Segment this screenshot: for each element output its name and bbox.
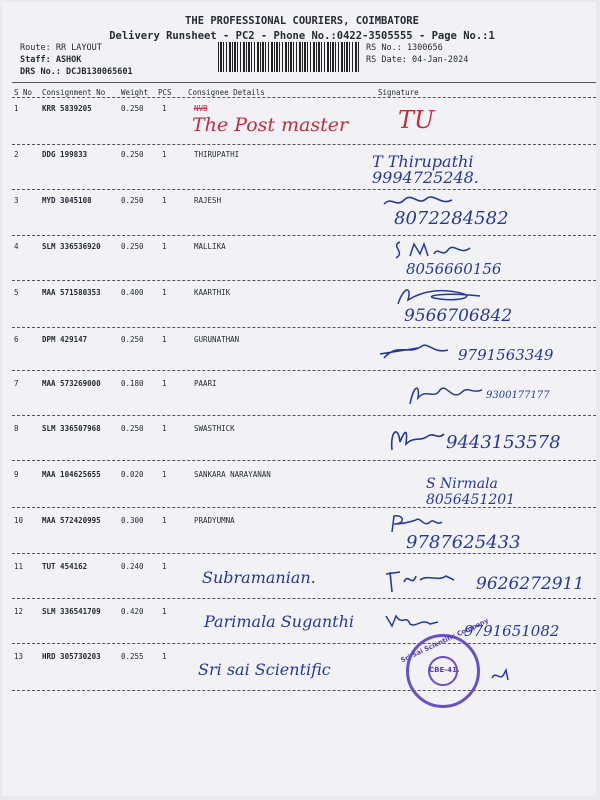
row-sno: 9 xyxy=(14,470,19,479)
row-sno: 2 xyxy=(14,150,19,159)
row-divider xyxy=(12,598,596,599)
handwritten-signature: 9787625433 xyxy=(406,532,521,553)
row-sno: 7 xyxy=(14,379,19,388)
row-weight: 0.250 xyxy=(121,104,144,113)
row-consignment: SLM 336536920 xyxy=(42,242,101,251)
row-consignee: RAJESH xyxy=(194,196,222,205)
col-sno: S No xyxy=(14,88,33,97)
row-consignment: MYD 3045108 xyxy=(42,196,92,205)
row-divider xyxy=(12,235,596,236)
runsheet-page xyxy=(2,2,596,796)
handwritten-consignee: Subramanian. xyxy=(202,568,316,587)
row-pcs: 1 xyxy=(162,288,167,297)
row-consignee: SANKARA NARAYANAN xyxy=(194,470,271,479)
row-consignee: THIRUPATHI xyxy=(194,150,240,159)
row-sno: 12 xyxy=(14,607,24,616)
row-pcs: 1 xyxy=(162,242,167,251)
row-pcs: 1 xyxy=(162,516,167,525)
row-consignee: PRADYUMNA xyxy=(194,516,235,525)
row-weight: 0.400 xyxy=(121,288,144,297)
row-pcs: 1 xyxy=(162,104,167,113)
row-divider xyxy=(12,370,596,371)
row-pcs: 1 xyxy=(162,652,167,661)
row-weight: 0.250 xyxy=(121,150,144,159)
col-signature: Signature xyxy=(378,88,419,97)
row-consignee: SWASTHICK xyxy=(194,424,235,433)
row-divider xyxy=(12,415,596,416)
drs-number: DRS No.: DCJB130065601 xyxy=(20,67,133,77)
row-weight: 0.250 xyxy=(121,424,144,433)
company-title: THE PROFESSIONAL COURIERS, COIMBATORE xyxy=(185,15,419,27)
col-pcs: PCS xyxy=(158,88,172,97)
row-divider xyxy=(12,507,596,508)
row-weight: 0.180 xyxy=(121,379,144,388)
signature-scribble xyxy=(488,666,518,684)
signature-scribble xyxy=(386,512,446,534)
row-sno: 11 xyxy=(14,562,24,571)
row-divider xyxy=(12,189,596,190)
barcode xyxy=(218,42,360,72)
row-pcs: 1 xyxy=(162,424,167,433)
handwritten-signature: 9791563349 xyxy=(458,346,554,364)
company-seal xyxy=(399,616,490,708)
rs-number: RS No.: 1300656 xyxy=(366,43,443,53)
row-consignment: SLM 336507968 xyxy=(42,424,101,433)
row-sno: 4 xyxy=(14,242,19,251)
row-consignment: MAA 104625655 xyxy=(42,470,101,479)
col-weight: Weight xyxy=(121,88,149,97)
seal-ring-text: Sri Sai Scientific Company xyxy=(399,616,490,665)
row-divider xyxy=(12,643,596,644)
seal-center-text: CBE-41. xyxy=(429,666,460,674)
handwritten-signature: TU xyxy=(398,106,435,134)
row-consignee: PAARI xyxy=(194,379,217,388)
row-consignee: GURUNATHAN xyxy=(194,335,240,344)
row-weight: 0.240 xyxy=(121,562,144,571)
row-weight: 0.255 xyxy=(121,652,144,661)
row-weight: 0.020 xyxy=(121,470,144,479)
row-consignee: KAARTHIK xyxy=(194,288,231,297)
handwritten-signature: 9566706842 xyxy=(404,306,513,326)
row-pcs: 1 xyxy=(162,379,167,388)
staff-label: Staff: ASHOK xyxy=(20,55,82,65)
col-consignment: Consignment No xyxy=(42,88,106,97)
row-consignment: KRR 5839205 xyxy=(42,104,92,113)
row-pcs: 1 xyxy=(162,335,167,344)
handwritten-signature: S Nirmala 8056451201 xyxy=(426,476,516,508)
signature-scribble xyxy=(384,568,464,594)
handwritten-consignee: The Post master xyxy=(192,114,349,136)
row-consignee: MALLIKA xyxy=(194,242,226,251)
row-divider xyxy=(12,327,596,328)
handwritten-signature: 9791651082 xyxy=(464,622,560,640)
signature-scribble xyxy=(394,284,484,308)
handwritten-consignee: Parimala Suganthi xyxy=(204,612,355,631)
col-consignee: Consignee Details xyxy=(188,88,265,97)
rs-date: RS Date: 04-Jan-2024 xyxy=(366,55,469,65)
row-sno: 10 xyxy=(14,516,24,525)
row-sno: 5 xyxy=(14,288,19,297)
row-divider xyxy=(12,460,596,461)
row-consignment: MAA 571580353 xyxy=(42,288,101,297)
handwritten-signature: 9626272911 xyxy=(476,574,585,594)
row-consignment: DDG 199833 xyxy=(42,150,88,159)
row-consignment: MAA 572420995 xyxy=(42,516,101,525)
row-weight: 0.250 xyxy=(121,242,144,251)
signature-scribble xyxy=(386,422,446,452)
row-pcs: 1 xyxy=(162,150,167,159)
row-divider xyxy=(12,690,596,691)
handwritten-consignee: Sri sai Scientific xyxy=(198,660,331,679)
row-consignment: TUT 454162 xyxy=(42,562,88,571)
table-top-rule xyxy=(12,82,596,83)
handwritten-signature: 8056660156 xyxy=(406,260,502,278)
row-divider xyxy=(12,280,596,281)
row-weight: 0.250 xyxy=(121,335,144,344)
signature-scribble xyxy=(378,338,458,360)
header-rule xyxy=(12,97,596,98)
row-consignment: HRD 305730203 xyxy=(42,652,101,661)
row-consignment: MAA 573269000 xyxy=(42,379,101,388)
row-sno: 3 xyxy=(14,196,19,205)
signature-scribble xyxy=(390,238,490,262)
row-sno: 6 xyxy=(14,335,19,344)
signature-scribble xyxy=(406,380,486,408)
row-consignment: SLM 336541709 xyxy=(42,607,101,616)
handwritten-signature: 8072284582 xyxy=(394,208,509,229)
runsheet-subtitle: Delivery Runsheet - PC2 - Phone No.:0422-3505555 - Page No.:1 xyxy=(109,30,495,42)
row-consignment: DPM 429147 xyxy=(42,335,88,344)
row-sno: 13 xyxy=(14,652,24,661)
route-label: Route: RR LAYOUT xyxy=(20,43,102,53)
signature-scribble xyxy=(382,610,442,630)
handwritten-signature: 9443153578 xyxy=(446,432,561,453)
row-divider xyxy=(12,553,596,554)
handwritten-signature: T Thirupathi 9994725248. xyxy=(372,152,479,187)
row-pcs: 1 xyxy=(162,607,167,616)
row-pcs: 1 xyxy=(162,470,167,479)
row-weight: 0.420 xyxy=(121,607,144,616)
row-pcs: 1 xyxy=(162,562,167,571)
handwritten-signature: 9300177177 xyxy=(486,390,550,401)
row-sno: 1 xyxy=(14,104,19,113)
row-weight: 0.300 xyxy=(121,516,144,525)
row-pcs: 1 xyxy=(162,196,167,205)
row-consignee: NVB xyxy=(194,104,208,113)
row-divider xyxy=(12,144,596,145)
row-sno: 8 xyxy=(14,424,19,433)
row-weight: 0.250 xyxy=(121,196,144,205)
